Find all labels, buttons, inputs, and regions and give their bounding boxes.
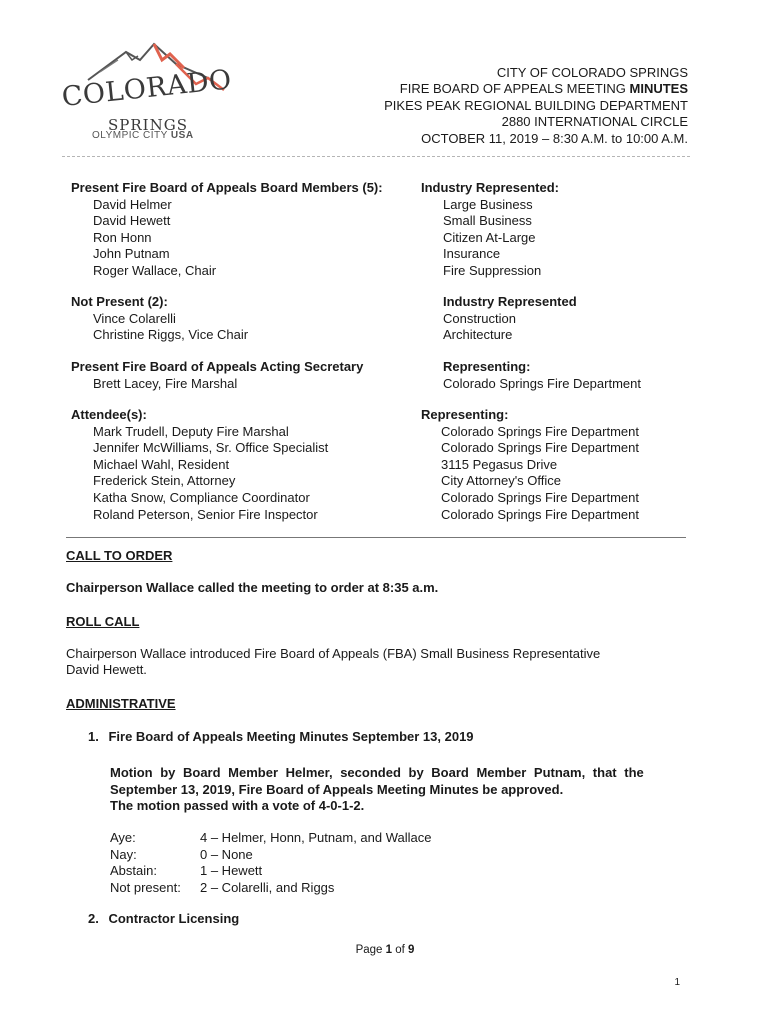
motion-line2: September 13, 2019, Fire Board of Appeals Meeting Minutes be approved.: [110, 781, 564, 797]
item1-heading: [88, 729, 474, 746]
administrative-heading: ADMINISTRATIVE: [66, 696, 176, 711]
motion-line1: [110, 765, 690, 782]
header-line-meeting: FIRE BOARD OF APPEALS MEETING MINUTES: [399, 81, 688, 97]
vote-value: 4 – Helmer, Honn, Putnam, and Wallace: [200, 830, 432, 845]
header-line-department: PIKES PEAK REGIONAL BUILDING DEPARTMENT: [384, 97, 688, 113]
header-divider: [62, 156, 690, 157]
header-line-date: OCTOBER 11, 2019 – 8:30 A.M. to 10:00 A.M.: [421, 130, 688, 146]
attendee: Katha Snow, Compliance Coordinator: [93, 489, 310, 505]
logo-springs: SPRINGS: [108, 116, 188, 134]
corner-page-number: 1: [674, 977, 680, 988]
vote-row-nay: [110, 847, 431, 864]
present-member: Ron Honn: [93, 229, 152, 245]
header-line-address: 2880 INTERNATIONAL CIRCLE: [501, 114, 688, 130]
city-logo: [58, 38, 248, 146]
present-member: John Putnam: [93, 246, 170, 262]
vote-label: Aye:: [110, 830, 136, 845]
logo-tagline: OLYMPIC CITY USA: [92, 130, 194, 141]
representing-item: 3115 Pegasus Drive: [441, 456, 558, 472]
industry-represented-block: [421, 180, 559, 280]
item1-title: Fire Board of Appeals Meeting Minutes September 13, 2019: [108, 729, 474, 744]
vote-value: 2 – Colarelli, and Riggs: [200, 879, 335, 895]
roll-call-text-line2: David Hewett.: [66, 662, 147, 677]
call-to-order-text: Chairperson Wallace called the meeting to order at 8:35 a.m.: [66, 579, 439, 595]
motion-line1-text: Motion by Board Member Helmer, seconded by Board Member Putnam, that the: [110, 765, 644, 780]
administrative-section: [66, 696, 686, 713]
secretary-heading: Present Fire Board of Appeals Acting Secretary: [71, 359, 364, 374]
attendee: Mark Trudell, Deputy Fire Marshal: [93, 423, 289, 439]
vote-label: Not present:: [110, 879, 181, 895]
industry-item: Fire Suppression: [443, 262, 542, 278]
representing-item: Colorado Springs Fire Department: [441, 489, 639, 505]
attendance-divider: [66, 537, 686, 538]
industry-item: Insurance: [443, 246, 501, 262]
page-footer: Page 1 of 9: [355, 944, 415, 956]
call-to-order-heading: CALL TO ORDER: [66, 548, 173, 563]
present-member: David Helmer: [93, 196, 172, 212]
present-member: Roger Wallace, Chair: [93, 262, 217, 278]
present-members-heading: Present Fire Board of Appeals Board Members (5):: [71, 180, 383, 195]
industry-item: Construction: [443, 310, 516, 326]
attendee: Roland Peterson, Senior Fire Inspector: [93, 506, 318, 522]
representing-item: Colorado Springs Fire Department: [441, 506, 639, 522]
vote-label: Nay:: [110, 846, 137, 862]
absent-member: Vince Colarelli: [93, 310, 176, 326]
document-header: [384, 65, 688, 147]
roll-call-text-line1: Chairperson Wallace introduced Fire Board of Appeals (FBA) Small Business Representative: [66, 645, 601, 661]
secretary-representing-heading: Representing:: [443, 359, 531, 374]
representing-item: Colorado Springs Fire Department: [441, 440, 639, 456]
absent-industry-heading: Industry Represented: [443, 294, 577, 309]
representing-item: Colorado Springs Fire Department: [441, 423, 639, 439]
attendee: Frederick Stein, Attorney: [93, 473, 236, 489]
attendees-block: [71, 407, 328, 523]
vote-label: Abstain:: [110, 863, 157, 878]
item1-motion: [110, 765, 690, 815]
attendee: Michael Wahl, Resident: [93, 456, 230, 472]
vote-row-abstain: [110, 863, 431, 880]
present-member: David Hewett: [93, 213, 171, 229]
industry-item: Large Business: [443, 196, 533, 212]
absent-member: Christine Riggs, Vice Chair: [93, 327, 249, 343]
vote-row-aye: [110, 830, 431, 847]
attendees-representing-heading: Representing:: [421, 407, 509, 422]
not-present-block: [71, 294, 248, 344]
industry-heading: Industry Represented:: [421, 180, 559, 195]
representing-item: Colorado Springs Fire Department: [443, 375, 641, 391]
attendees-representing-block: [421, 407, 639, 523]
attendance-left-column: [71, 180, 383, 280]
item1-number: 1.: [88, 729, 99, 744]
logo-colorado: COLORADO: [60, 64, 234, 113]
industry-item: Citizen At-Large: [443, 229, 536, 245]
call-to-order-section: [66, 548, 686, 596]
absent-industry-block: [443, 294, 577, 344]
attendees-heading: Attendee(s):: [71, 407, 147, 422]
roll-call-section: [66, 614, 686, 679]
not-present-heading: Not Present (2):: [71, 294, 168, 309]
secretary-representing-block: [443, 359, 641, 392]
representing-item: City Attorney's Office: [441, 473, 562, 489]
secretary-name: Brett Lacey, Fire Marshal: [93, 375, 238, 391]
item2-heading: [88, 911, 239, 928]
item2-title: Contractor Licensing: [108, 911, 240, 926]
motion-line3: The motion passed with a vote of 4-0-1-2.: [110, 798, 365, 813]
vote-value: 1 – Hewett: [200, 863, 263, 878]
secretary-block: [71, 359, 363, 392]
attendee: Jennifer McWilliams, Sr. Office Specialist: [93, 440, 329, 456]
industry-item: Small Business: [443, 213, 532, 229]
item2-number: 2.: [88, 911, 99, 926]
roll-call-heading: ROLL CALL: [66, 614, 140, 629]
industry-item: Architecture: [443, 327, 513, 343]
vote-row-not-present: [110, 880, 431, 897]
vote-tally: [110, 830, 431, 896]
vote-value: 0 – None: [200, 846, 253, 862]
header-line-city: CITY OF COLORADO SPRINGS: [496, 65, 688, 80]
